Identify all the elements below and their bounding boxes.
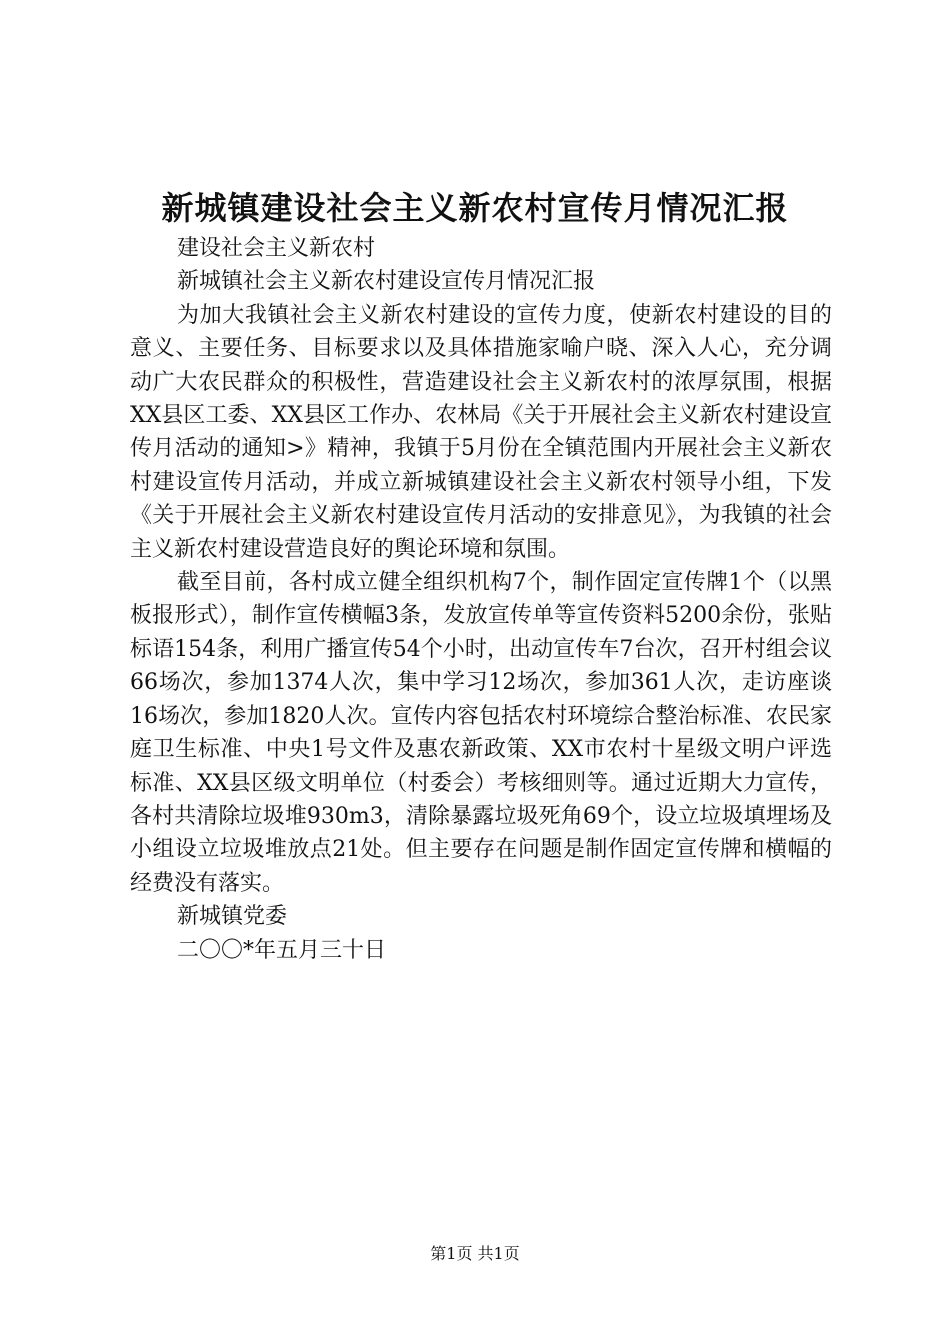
document-body	[130, 232, 832, 967]
paragraph-intro: 为加大我镇社会主义新农村建设的宣传力度，使新农村建设的目的意义、主要任务、目标要求以及具体措施家喻户晓、深入人心，充分调动广大农民群众的积极性，营造建设社会主义新农村的浓厚氛围，根据XX县区工委、XX县区工作办、农林局《关于开展社会主义新农村建设宣传月活动的通知>》精神，我镇于5月份在全镇范围内开展社会主义新农村建设宣传月活动，并成立新城镇建设社会主义新农村领导小组，下发《关于开展社会主义新农村建设宣传月活动的安排意见》，为我镇的社会主义新农村建设营造良好的舆论环境和氛围。	[130, 302, 832, 562]
document-title: 新城镇建设社会主义新农村宣传月情况汇报	[161, 189, 789, 227]
document-date: 二〇〇*年五月三十日	[177, 937, 387, 963]
subtitle-line-2: 新城镇社会主义新农村建设宣传月情况汇报	[177, 269, 596, 295]
paragraph-progress: 截至目前，各村成立健全组织机构7个，制作固定宣传牌1个（以黑板报形式），制作宣传横幅3条，发放宣传单等宣传资料5200余份，张贴标语154条，利用广播宣传54个小时，出动宣传车7台次，召开村组会议66场次，参加1374人次，集中学习12场次，参加361人次，走访座谈16场次，参加1820人次。宣传内容包括农村环境综合整治标准、农民家庭卫生标准、中央1号文件及惠农新政策、XX市农村十星级文明户评选标准、XX县区级文明单位（村委会）考核细则等。通过近期大力宣传，各村共清除垃圾堆930m3，清除暴露垃圾死角69个，设立垃圾填埋场及小组设立垃圾堆放点21处。但主要存在问题是制作固定宣传牌和横幅的经费没有落实。	[130, 570, 832, 896]
subtitle-line-1: 建设社会主义新农村	[177, 236, 376, 261]
page-footer: 第1页 共1页	[430, 1244, 520, 1263]
signature: 新城镇党委	[177, 904, 288, 930]
